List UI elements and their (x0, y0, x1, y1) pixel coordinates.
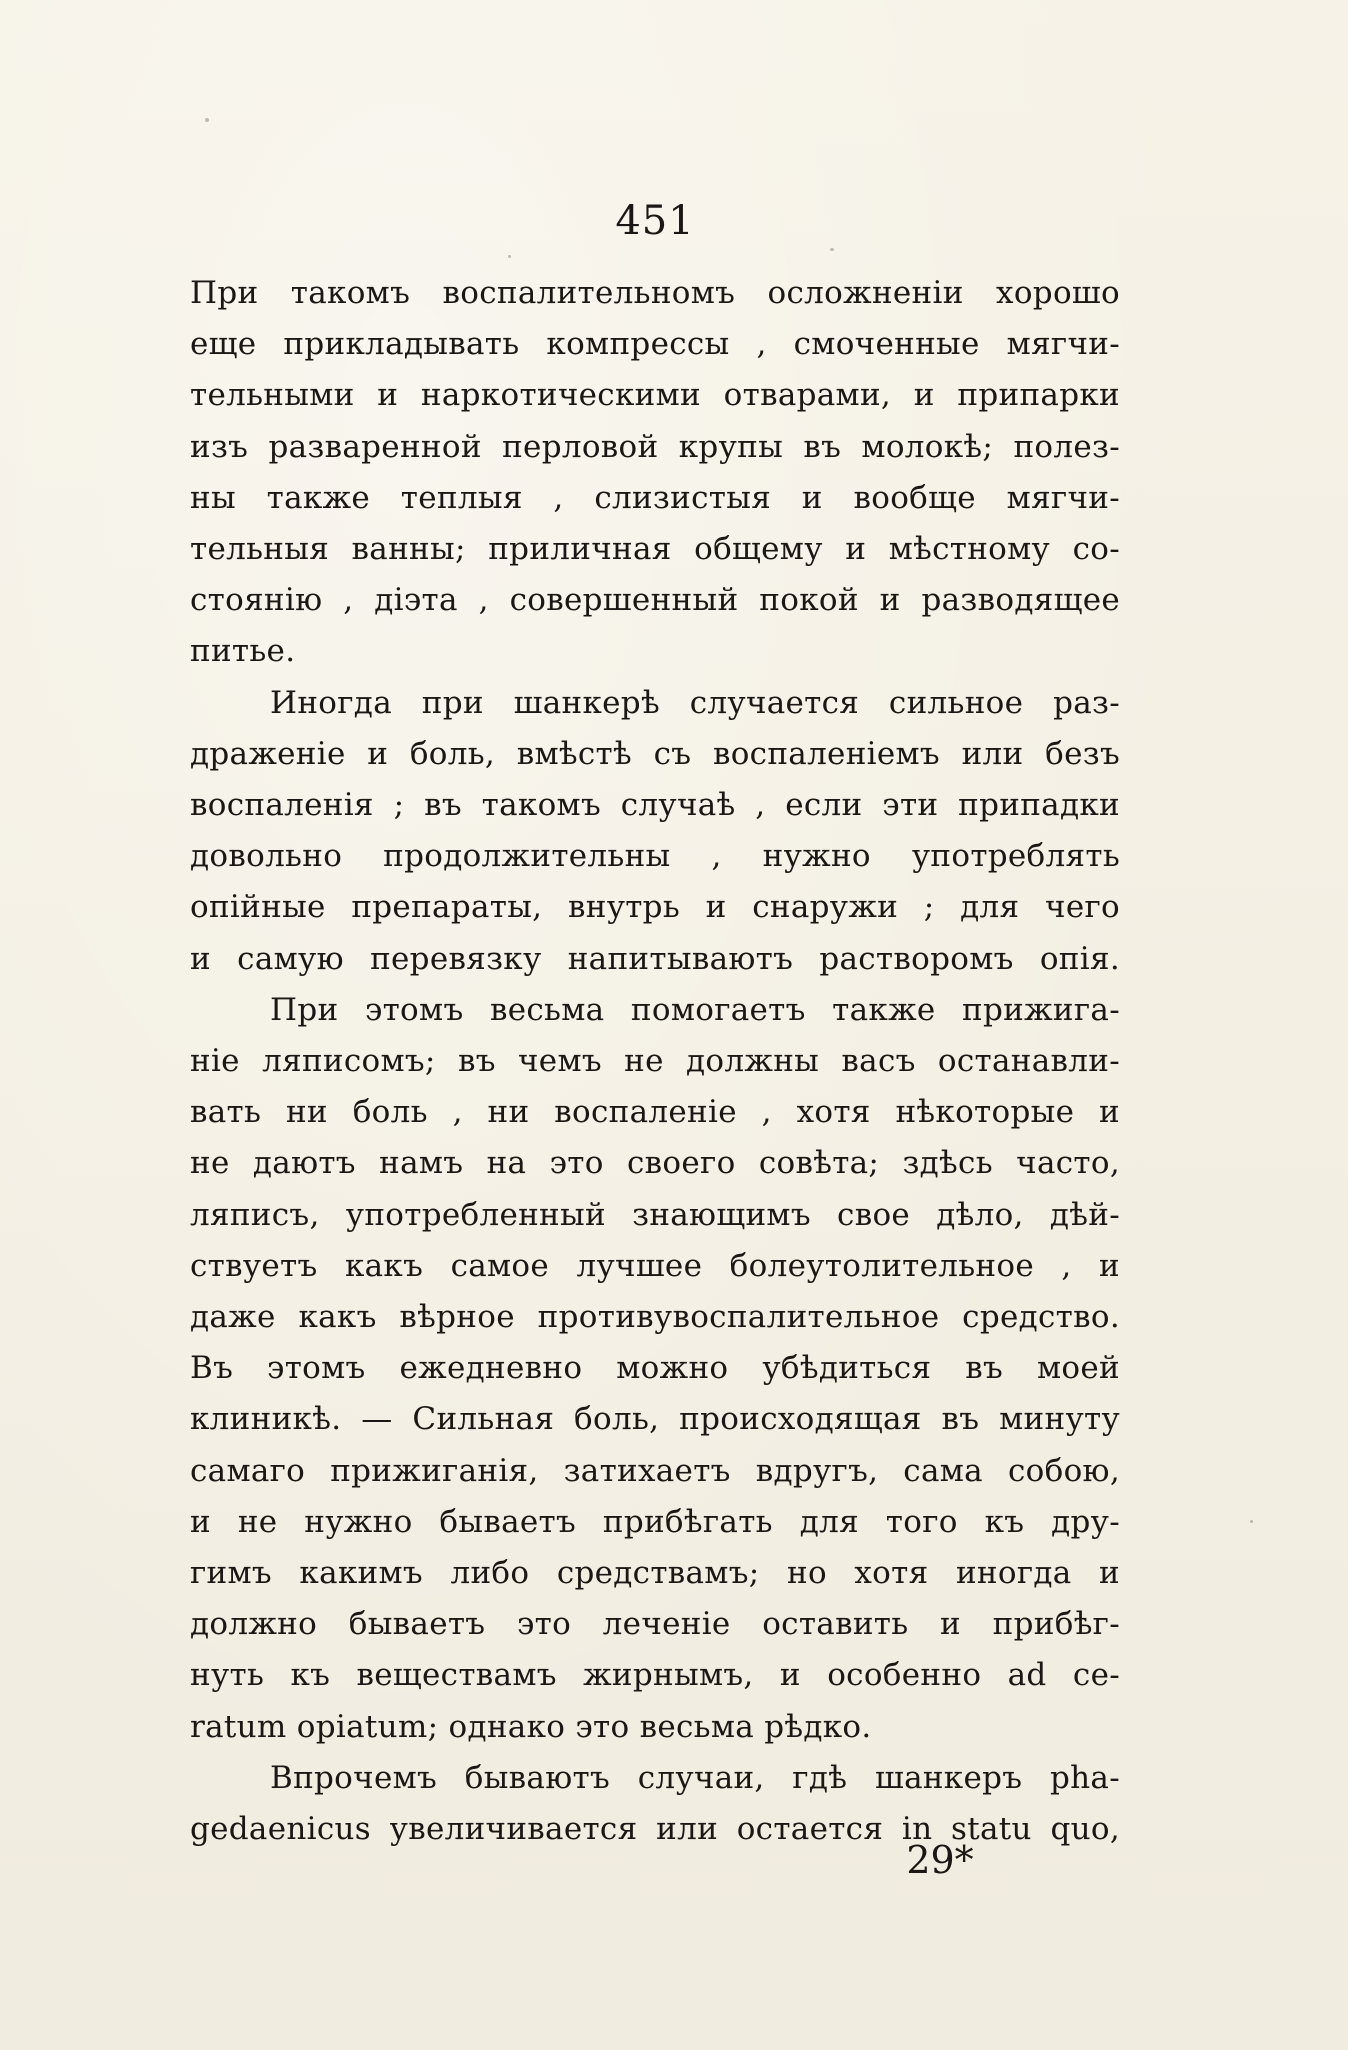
text-line: тельныя ванны; приличная общему и мѣстному со- (190, 531, 1120, 568)
text-line: стоянію , діэта , совершенный покой и разводящее (190, 582, 1120, 619)
text-line: ны также теплыя , слизистыя и вообще мягчи- (190, 479, 1120, 516)
text-line: нуть къ веществамъ жирнымъ, и особенно ad ce- (190, 1657, 1120, 1694)
paper-speck (830, 248, 834, 251)
text-line: Впрочемъ бываютъ случаи, гдѣ шанкеръ pha- (270, 1759, 1120, 1796)
text-line: питье. (190, 633, 296, 670)
text-line: драженіе и боль, вмѣстѣ съ воспаленіемъ или безъ (190, 735, 1120, 772)
text-line: вать ни боль , ни воспаленіе , хотя нѣкоторые и (190, 1094, 1120, 1131)
text-line: довольно продолжительны , нужно употреблять (190, 838, 1120, 875)
paragraph-1 (190, 268, 1120, 678)
paper-speck (205, 118, 209, 122)
text-line: изъ разваренной перловой крупы въ молокѣ; полез- (190, 428, 1120, 465)
text-line: ratum opiatum; однако это весьма рѣдко. (190, 1708, 872, 1745)
text-line: ствуетъ какъ самое лучшее болеутолительное , и (190, 1247, 1120, 1284)
text-line: воспаленія ; въ такомъ случаѣ , если эти припадки (190, 787, 1120, 824)
text-line: клиникѣ. — Сильная боль, происходящая въ минуту (190, 1401, 1120, 1438)
text-line: не даютъ намъ на это своего совѣта; здѣсь часто, (190, 1145, 1120, 1182)
paragraph-2 (190, 678, 1120, 985)
signature-mark: 29* (906, 1838, 974, 1882)
text-line: ляписъ, употребленный знающимъ свое дѣло, дѣй- (190, 1196, 1120, 1233)
text-line: должно бываетъ это леченіе оставить и прибѣг- (190, 1606, 1120, 1643)
text-line: gedaenicus увеличивается или остается in statu quo, (190, 1811, 1120, 1848)
text-line: При такомъ воспалительномъ осложненіи хорошо (190, 275, 1120, 311)
text-line: и не нужно бываетъ прибѣгать для того къ дру- (190, 1503, 1120, 1540)
text-line: ніе ляписомъ; въ чемъ не должны васъ останавли- (190, 1043, 1120, 1080)
text-line: При этомъ весьма помогаетъ также прижига- (270, 991, 1120, 1028)
body-text (190, 268, 1120, 1855)
paper-speck (1250, 1520, 1253, 1523)
text-line: и самую перевязку напитываютъ растворомъ опія. (190, 940, 1120, 977)
text-line: даже какъ вѣрное противувоспалительное средство. (190, 1299, 1120, 1336)
text-line: Въ этомъ ежедневно можно убѣдиться въ моей (190, 1350, 1120, 1387)
text-line: самаго прижиганія, затихаетъ вдругъ, сама собою, (190, 1452, 1120, 1489)
paragraph-3 (190, 985, 1120, 1753)
text-line: гимъ какимъ либо средствамъ; но хотя иногда и (190, 1555, 1120, 1592)
text-line: опійные препараты, внутрь и снаружи ; для чего (190, 889, 1120, 926)
page-number: 451 (615, 198, 695, 244)
text-line: тельными и наркотическими отварами, и припарки (190, 377, 1120, 414)
text-line: Иногда при шанкерѣ случается сильное раз- (270, 684, 1120, 721)
text-line: еще прикладывать компрессы , смоченные мягчи- (190, 326, 1120, 363)
paper-speck (508, 255, 511, 258)
